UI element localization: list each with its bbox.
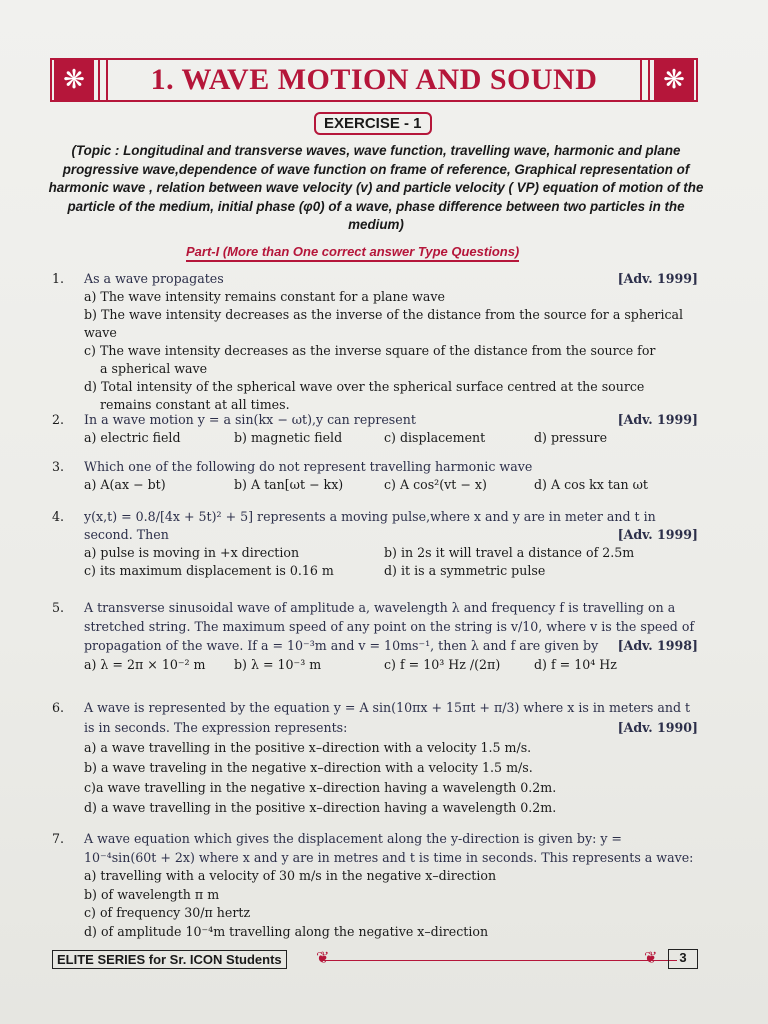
option: b) A tan[ωt − kx)	[234, 477, 344, 492]
footer-rule	[322, 960, 677, 961]
exercise-label: EXERCISE - 1	[314, 112, 432, 135]
option: d) pressure	[534, 430, 608, 445]
option: d) of amplitude 10⁻⁴m travelling along the negative x–direction	[84, 923, 489, 939]
question-number: 3.	[52, 459, 65, 474]
question-stem: A wave equation which gives the displacement along the y-direction is given by: y = 10⁻⁴sin(60t + 2x) where x and y are in metres and t is time in seconds. This represents a wave:	[84, 831, 694, 865]
question-stem: In a wave motion y = a sin(kx − ωt),y can represent	[84, 412, 416, 427]
question-4	[52, 508, 698, 580]
option: a) The wave intensity remains constant for a plane wave	[84, 289, 445, 304]
option: a) travelling with a velocity of 30 m/s in the negative x–direction	[84, 868, 497, 883]
question-7	[52, 830, 698, 941]
option: b) of wavelength π m	[84, 886, 220, 902]
option: a) electric field	[84, 430, 181, 445]
chapter-title: 1. WAVE MOTION AND SOUND	[150, 63, 598, 96]
option: c) its maximum displacement is 0.16 m	[84, 563, 334, 578]
page-number: 3	[668, 949, 698, 969]
question-source-tag: [Adv. 1999]	[617, 527, 698, 542]
question-stem: Which one of the following do not represent travelling harmonic wave	[84, 459, 533, 474]
option: c) displacement	[384, 430, 486, 445]
option: a) λ = 2π × 10⁻² m	[84, 657, 206, 672]
option: d) it is a symmetric pulse	[384, 563, 546, 578]
question-5	[52, 598, 698, 674]
floral-ornament-icon: ❋	[654, 60, 694, 100]
option: d) f = 10⁴ Hz	[534, 657, 617, 672]
option: a) pulse is moving in +x direction	[84, 545, 300, 560]
question-number: 7.	[52, 831, 65, 846]
option: d) a wave travelling in the positive x–direction having a wavelength 0.2m.	[84, 800, 557, 815]
question-1	[52, 270, 698, 414]
topic-description: (Topic : Longitudinal and transverse waves, wave function, travelling wave, harmonic and plane progressive wave,dependence of wave function on frame of reference, Graphical representation of harmonic wave , relation between wave velocity (v) and particle velocity ( VP) equation of motion of the particle of the medium, initial phase (φ0) of a wave, phase difference between two particles in the medium)	[48, 143, 704, 232]
question-stem: y(x,t) = 0.8/[4x + 5t)² + 5] represents a moving pulse,where x and y are in meter and t in second. Then	[84, 509, 656, 542]
question-3	[52, 458, 698, 494]
question-source-tag: [Adv. 1998]	[617, 638, 698, 653]
series-label: ELITE SERIES for Sr. ICON Students	[52, 950, 287, 969]
question-stem: As a wave propagates	[84, 271, 224, 286]
question-stem: A transverse sinusoidal wave of amplitude a, wavelength λ and frequency f is travelling on a stretched string. The maximum speed of any point on the string is v/10, where v is the speed of propagation of the wave. If a = 10⁻³m and v = 10ms⁻¹, then λ and f are given by	[84, 600, 695, 653]
banner-stripes	[640, 60, 650, 100]
option: b) The wave intensity decreases as the inverse of the distance from the source for a spherical wave	[84, 307, 684, 340]
question-number: 4.	[52, 509, 65, 524]
page-footer	[52, 950, 698, 970]
option: d) A cos kx tan ωt	[534, 477, 648, 492]
floral-ornament-icon: ❦	[644, 948, 658, 967]
floral-ornament-icon: ❋	[54, 60, 94, 100]
question-source-tag: [Adv. 1999]	[617, 412, 698, 427]
option: c) of frequency 30/π hertz	[84, 905, 251, 920]
option: b) magnetic field	[234, 430, 343, 445]
chapter-banner	[50, 58, 698, 102]
option: a) a wave travelling in the positive x–direction with a velocity 1.5 m/s.	[84, 740, 532, 755]
question-source-tag: [Adv. 1999]	[617, 271, 698, 286]
option: d) Total intensity of the spherical wave over the spherical surface centred at the source remains constant at all times.	[84, 379, 645, 412]
option: c)a wave travelling in the negative x–direction having a wavelength 0.2m.	[84, 780, 557, 795]
option: c) The wave intensity decreases as the inverse square of the distance from the source for a spherical wave	[84, 343, 656, 376]
question-source-tag: [Adv. 1990]	[617, 720, 698, 735]
question-number: 1.	[52, 271, 65, 286]
option: c) f = 10³ Hz /(2π)	[384, 657, 501, 672]
part-heading: Part-I (More than One correct answer Type Questions)	[186, 244, 519, 262]
question-number: 5.	[52, 600, 65, 615]
floral-ornament-icon: ❦	[316, 948, 330, 967]
option: b) in 2s it will travel a distance of 2.5m	[384, 545, 635, 560]
question-number: 2.	[52, 412, 65, 427]
option: b) λ = 10⁻³ m	[234, 657, 322, 672]
question-6	[52, 698, 698, 818]
question-number: 6.	[52, 700, 65, 715]
option: c) A cos²(vt − x)	[384, 477, 487, 492]
banner-stripes	[98, 60, 108, 100]
option: b) a wave traveling in the negative x–direction with a velocity 1.5 m/s.	[84, 760, 533, 775]
option: a) A(ax − bt)	[84, 477, 166, 492]
question-stem: A wave is represented by the equation y = A sin(10πx + 15πt + π/3) where x is in meters and t is in seconds. The expression represents:	[84, 700, 691, 735]
question-2	[52, 411, 698, 447]
